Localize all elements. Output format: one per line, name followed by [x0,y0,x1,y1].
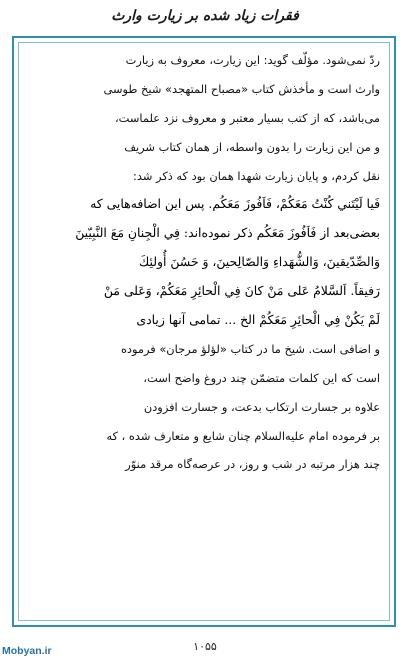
text-line: فَيا لَيْتَني كُنْتُ مَعَكُمْ، فَاَفُوزَ مَعَكُم. پس این اضافه‌هایی که [90,196,380,212]
page-number: ۱۰۵۵ [193,640,217,653]
text-line: وارث است و مأخذش کتاب «مصباح المتهجد» شیخ طوسی [103,81,380,96]
text-line: می‌باشد، که از کتب بسیار معتبر و معروف نزد علماست، [114,110,380,125]
text-line: رَفيقاً. اَلسَّلامُ عَلى مَنْ كانَ فِي الْحائِرِ مَعَكُمْ، وَعَلى مَنْ [103,283,380,299]
text-line: است که این کلمات متضمّن چند دروغ واضح است، [143,370,380,385]
text-line: و اضافی است. شیخ ما در کتاب «لؤلؤ مرجان» فرموده [120,341,380,356]
site-watermark: Mobyan.ir [2,645,52,657]
text-line: بعضی‌بعد از فَاَفُوزَ مَعَكُم ذکر نموده‌اند: فِي الْجِنانِ مَعَ النَّبِيّينَ [75,225,380,241]
body-text [28,46,380,479]
text-line: وَالصِّدّيقينَ، وَالشُّهَداءِ وَالصّالِحينَ، وَ حَسُنَ أُولئِكَ [139,254,380,270]
text-line: لَمْ يَكُنْ فِي الْحائِرِ مَعَكُمْ الخ ... تمامی آنها زیادی [136,312,380,328]
text-line: علاوه بر جسارت ارتکاب بدعت، و جسارت افزودن [143,399,380,414]
running-title: فقرات زیاد شده بر زیارت وارث [111,8,299,24]
page-header [0,0,410,36]
text-frame [12,36,396,627]
text-line: نقل کردم، و پایان زیارت شهدا همان بود که ذکر شد: [133,168,380,183]
text-line: چند هزار مرتبه در شب و روز، در عرصه‌گاه مرقد منوّر [125,457,380,472]
text-line: و من این زیارت را بدون واسطه، از همان کتاب شریف [124,139,380,154]
text-line: ردّ نمی‌شود. مؤلّف گوید: این زیارت، معروف به زیارت [125,53,380,67]
text-line: بر فرموده امام عليه‌السلام چنان شایع و متعارف شده ، که [106,428,380,443]
